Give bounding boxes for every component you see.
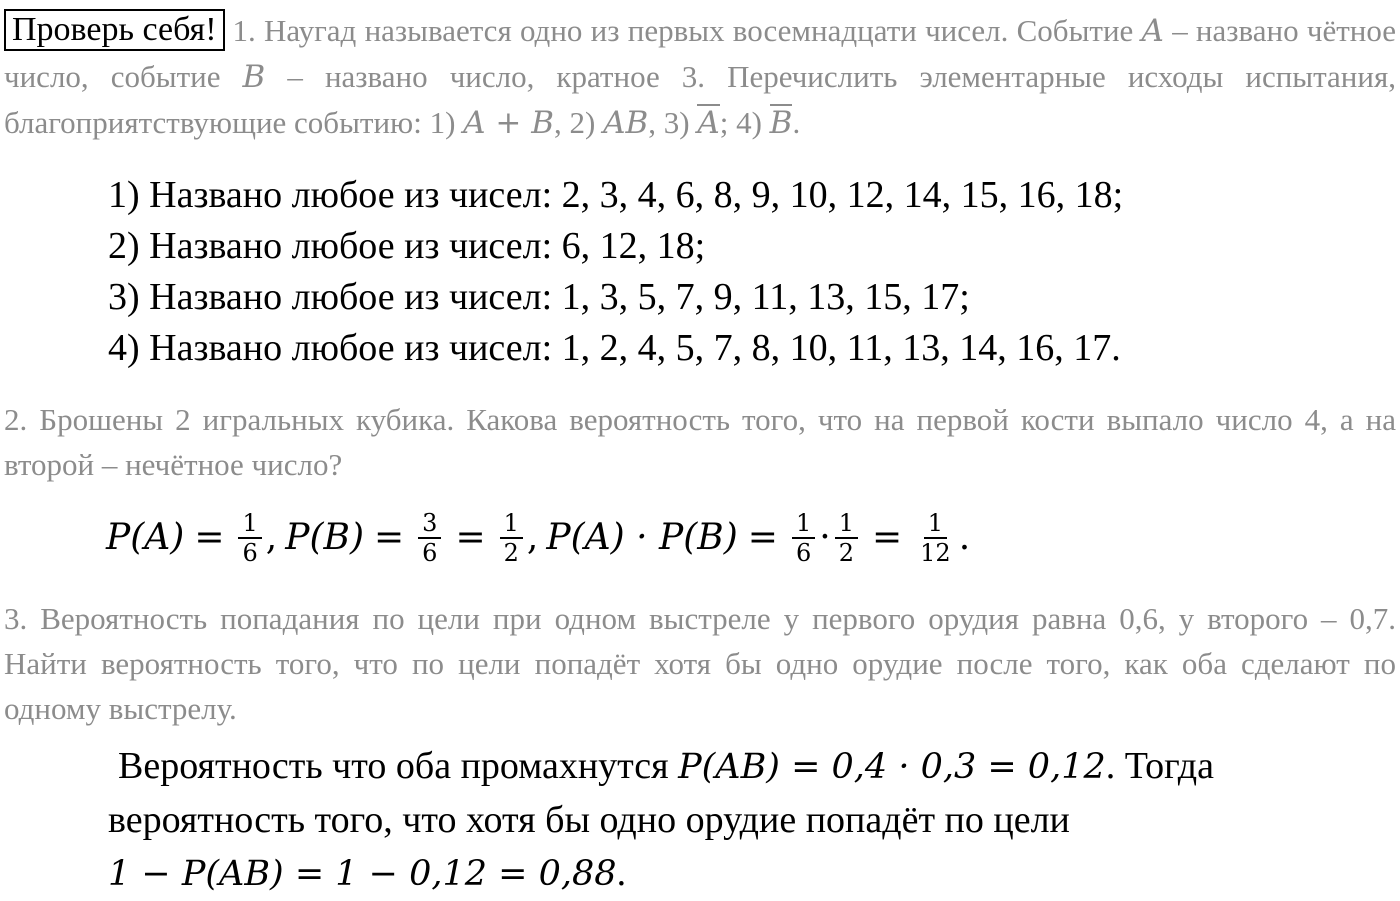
check-yourself-title: Проверь себя! — [4, 9, 225, 51]
task-1-text-a: Наугад называется одно из первых восемнадцати чисел. Событие — [264, 13, 1134, 48]
task-1-text-b: – названо чётное число, событие — [4, 13, 1396, 94]
answer-task-3 — [108, 740, 1214, 901]
answer-3-text-1: Вероятность что оба промахнутся — [118, 745, 669, 787]
formula-comma-2: , — [526, 517, 539, 558]
fraction-denominator: 2 — [503, 538, 519, 567]
task-1-text — [4, 8, 1396, 146]
fraction-1-2 — [500, 509, 523, 567]
task-3-text: 3. Вероятность попадания по цели при одном выстреле у первого орудия равна 0,6, у второго – 0,7. Найти вероятность того, что по цели попадёт хотя бы одно орудие после того, как оба сделают по одному выстрелу. — [4, 601, 1396, 726]
formula-complement: 1 − P(AB) = 1 − 0,12 = 0,88 — [108, 854, 617, 894]
fraction-denominator: 6 — [242, 538, 258, 567]
fraction-numerator: 1 — [835, 509, 858, 539]
formula-pa: P(A) — [106, 517, 185, 558]
expr-a-plus-b: A + B — [463, 105, 555, 141]
answer-2-line: 2) Названо любое из чисел: 6, 12, 18; — [108, 225, 706, 267]
fraction-denominator: 6 — [422, 538, 438, 567]
task-1-text-g: . — [792, 105, 801, 140]
expr-not-b: B — [769, 105, 793, 141]
formula-product: P(A) · P(B) — [546, 517, 738, 558]
answers-task-1 — [108, 170, 1123, 374]
formula-eq-2: = — [374, 517, 405, 558]
answer-3-line-1 — [108, 740, 1214, 794]
expr-not-a: A — [697, 105, 720, 141]
fraction-1-12 — [916, 509, 955, 567]
task-1-number: 1. — [232, 13, 256, 48]
fraction-1-6-b — [792, 509, 815, 567]
fraction-numerator: 1 — [238, 509, 261, 539]
formula-task-2 — [106, 500, 970, 575]
event-a-symbol: A — [1141, 13, 1164, 49]
formula-eq-1: = — [194, 517, 225, 558]
event-b-symbol: B — [242, 59, 266, 95]
formula-period: . — [958, 517, 971, 558]
task-2-text: 2. Брошены 2 игральных кубика. Какова вероятность того, что на первой кости выпало число 4, а на второй – нечётное число? — [4, 402, 1396, 482]
fraction-denominator: 6 — [795, 538, 812, 567]
fraction-1-2-b — [835, 509, 858, 567]
answer-4-line: 4) Названо любое из чисел: 1, 2, 4, 5, 7, 8, 10, 11, 13, 14, 16, 17. — [108, 327, 1121, 369]
answer-3-formula-1 — [678, 747, 1106, 787]
answer-3-tail-3: . — [616, 852, 627, 894]
formula-pb: P(B) — [285, 517, 364, 558]
answer-3-line-2: вероятность того, что хотя бы одно орудие попадёт по цели — [108, 799, 1070, 841]
answer-1-line: 1) Названо любое из чисел: 2, 3, 4, 6, 8, 9, 10, 12, 14, 15, 16, 18; — [108, 174, 1124, 216]
fraction-numerator: 1 — [924, 509, 947, 539]
task-1-text-e: , 3) — [648, 105, 690, 140]
answer-3-line-3 — [108, 847, 1214, 901]
task-1-text-f: ; 4) — [719, 105, 762, 140]
fraction-numerator: 1 — [500, 509, 523, 539]
fraction-numerator: 1 — [792, 509, 815, 539]
fraction-3-6 — [418, 509, 441, 567]
expr-ab: AB — [603, 105, 649, 141]
formula-eq-4: = — [747, 517, 778, 558]
task-1-text-d: , 2) — [554, 105, 596, 140]
fraction-denominator: 12 — [920, 538, 951, 567]
formula-comma-1: , — [265, 517, 278, 558]
task-1-text-c: – названо число, кратное 3. Перечислить элементарные исходы испытания, благоприятствующие событию: 1) — [4, 59, 1396, 140]
formula-p-ab: P(AB) = 0,4 · 0,3 = 0,12 — [678, 747, 1106, 787]
answer-3-line: 3) Названо любое из чисел: 1, 3, 5, 7, 9, 11, 13, 15, 17; — [108, 276, 970, 318]
fraction-1-6 — [238, 509, 261, 567]
formula-eq-5: = — [871, 517, 903, 558]
answer-3-formula-2 — [108, 854, 617, 894]
formula-eq-3: = — [455, 517, 486, 558]
fraction-denominator: 2 — [838, 538, 854, 567]
fraction-numerator: 3 — [418, 509, 441, 539]
answer-3-tail-1: . Тогда — [1105, 745, 1214, 787]
formula-dot: · — [819, 517, 831, 558]
